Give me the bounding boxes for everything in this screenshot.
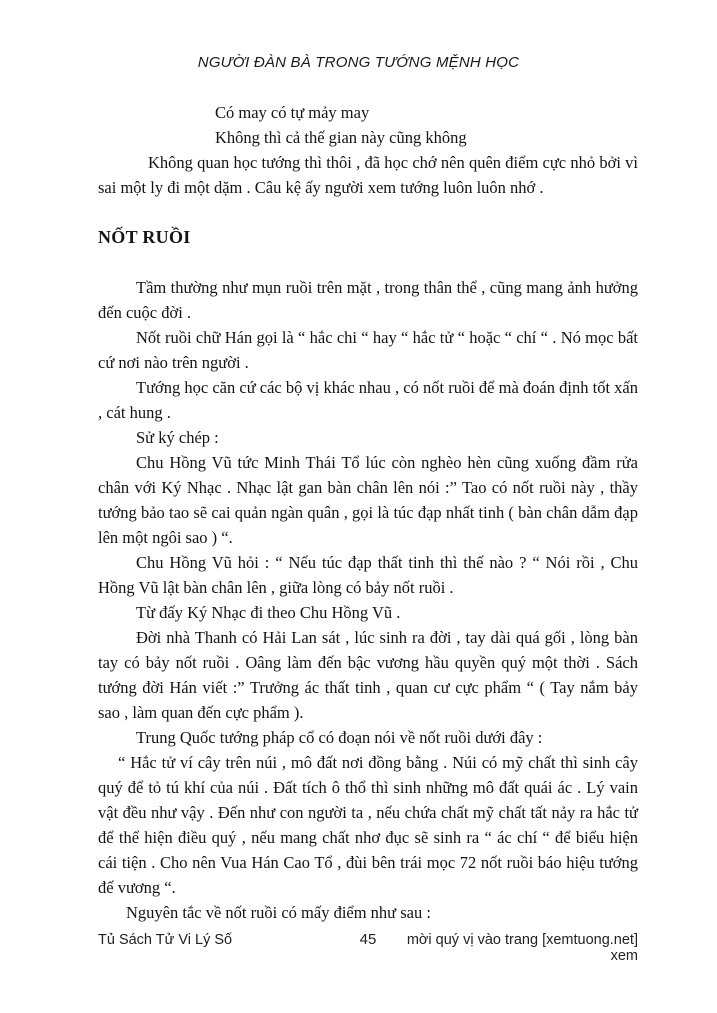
intro-paragraph: Không quan học tướng thì thôi , đã học chớ nên quên điểm cực nhỏ bởi vì sai một ly đi một dặm . Câu kệ ấy người xem tướng luôn luôn nhớ . <box>98 153 638 197</box>
page-number: 45 <box>359 931 377 948</box>
body-paragraph: Nguyên tắc về nốt ruồi có mấy điểm như sau : <box>126 903 431 922</box>
body-paragraph-quote: “ Hắc tử ví cây trên núi , mô đất nơi đồng bằng . Núi có mỹ chất thì sinh cây quý để tỏ tú khí của núi . Đất tích ô thổ thì sinh những mô đất quái ác . Lý vain vật đều như vậy . Đến như con người ta , nếu chứa chất mỹ chất tất nảy ra hắc tử để thể hiện điều quý , nếu mang chất nhơ đục sẽ sinh ra “ ác chí “ để biểu hiện cái tiện . Cho nên Vua Hán Cao Tổ , đùi bên trái mọc 72 nốt ruồi báo hiệu tướng đế vương “. <box>98 753 638 897</box>
footer-series-title: Tủ Sách Tử Vi Lý Số <box>98 932 233 948</box>
body-paragraph: Tướng học căn cứ các bộ vị khác nhau , có nốt ruồi để mà đoán định tốt xấn , cát hung . <box>98 378 638 422</box>
page-title: NGƯỜI ĐÀN BÀ TRONG TƯỚNG MỆNH HỌC <box>197 54 520 71</box>
body-paragraph: Sử ký chép : <box>136 428 219 447</box>
body-paragraph: Tầm thường như mụn ruồi trên mặt , trong thân thể , cũng mang ảnh hưởng đến cuộc đời . <box>98 278 638 322</box>
body-paragraph: Trung Quốc tướng pháp cổ có đoạn nói về nốt ruồi dưới đây : <box>136 728 543 747</box>
poem-block <box>215 100 467 150</box>
body-paragraph: Đời nhà Thanh có Hải Lan sát , lúc sinh ra đời , tay dài quá gối , lòng bàn tay có bảy nốt ruồi . Oâng làm đến bậc vương hầu quyền quý một thời . Sách tướng đời Hán viết :” Trưởng ác thất tinh , quan cư cực phẩm “ ( Tay nắm bảy sao , làm quan đến cực phẩm ). <box>98 628 638 722</box>
poem-line: Không thì cả thế gian này cũng không <box>215 128 467 147</box>
body-paragraph: Chu Hồng Vũ hỏi : “ Nếu túc đạp thất tinh thì thế nào ? “ Nói rồi , Chu Hồng Vũ lật bàn chân lên , giữa lòng có bảy nốt ruồi . <box>98 553 638 597</box>
footer-site-note: mời quý vị vào trang [xemtuong.net] xem <box>406 932 638 964</box>
body-paragraph: Nốt ruồi chữ Hán gọi là “ hắc chi “ hay “ hắc tử “ hoặc “ chí “ . Nó mọc bất cứ nơi nào trên người . <box>98 328 638 372</box>
page-footer <box>98 931 638 964</box>
body-paragraph: Từ đấy Ký Nhạc đi theo Chu Hồng Vũ . <box>136 603 401 622</box>
section-heading: NỐT RUỒI <box>98 227 191 247</box>
body-paragraph: Chu Hồng Vũ tức Minh Thái Tổ lúc còn nghèo hèn cũng xuống đầm rửa chân với Ký Nhạc . Nhạc lật gan bàn chân lên nói :” Tao có nốt ruồi này , thầy tướng bảo tao sẽ cai quản ngàn quân , gọi là túc đạp nhất tinh ( bàn chân dẫm đạp lên một ngôi sao ) “. <box>98 453 638 547</box>
poem-line: Có may có tự mảy may <box>215 103 370 122</box>
body-text <box>98 275 638 925</box>
